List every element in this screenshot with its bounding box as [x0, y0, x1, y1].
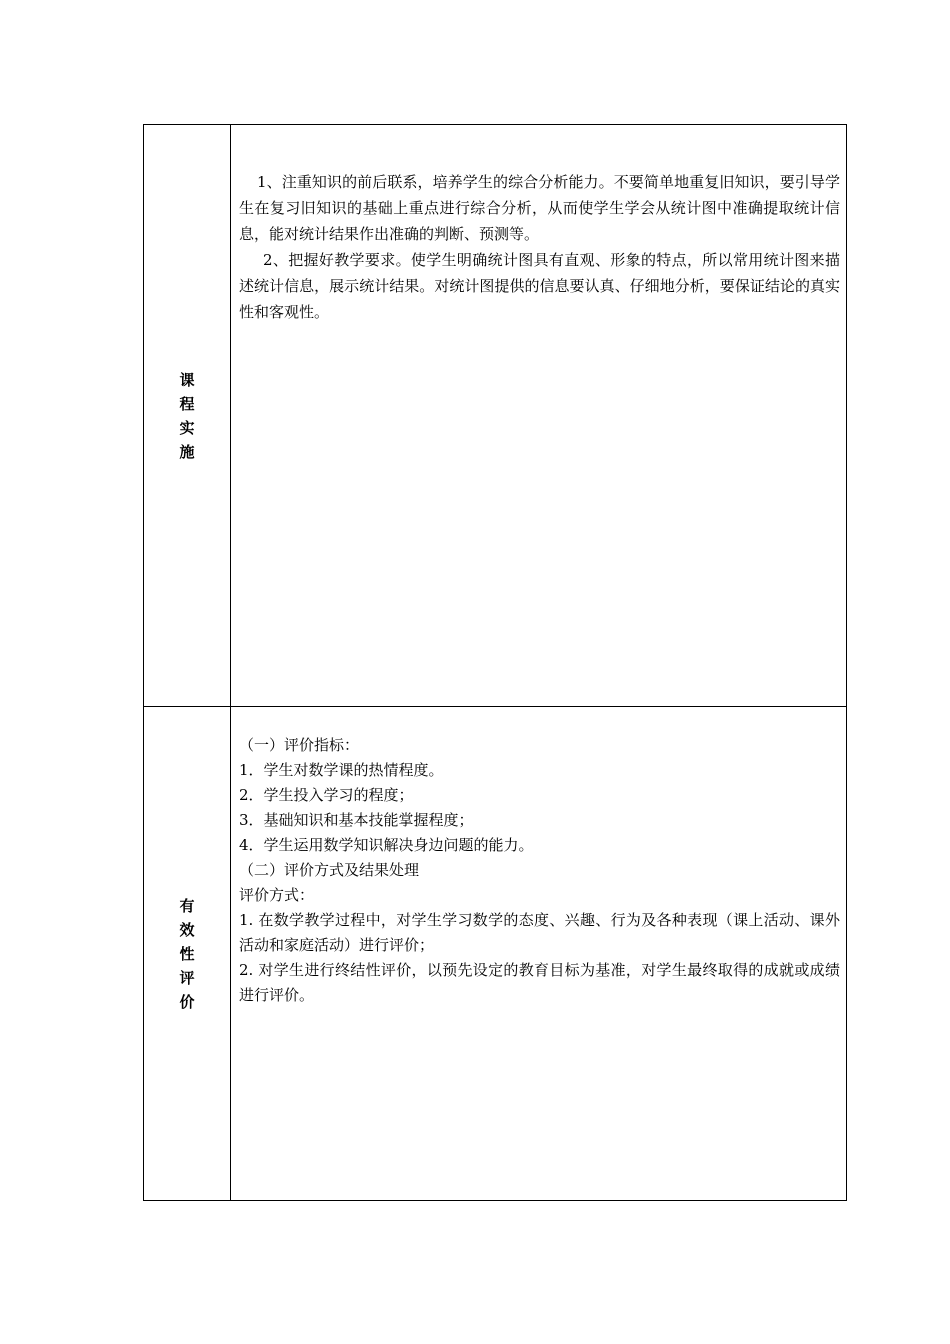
implementation-paragraph: 1、注重知识的前后联系，培养学生的综合分析能力。不要简单地重复旧知识，要引导学生在复习旧知识的基础上重点进行综合分析，从而使学生学会从统计图中准确提取统计信息，能对统计结果作出准确的判断、预测等。: [239, 173, 840, 243]
evaluation-line: 3．基础知识和基本技能掌握程度；: [239, 811, 474, 829]
label-char: 评: [179, 968, 195, 987]
implementation-paragraph: 2、把握好教学要求。使学生明确统计图具有直观、形象的特点，所以常用统计图来描述统计信息，展示统计结果。对统计图提供的信息要认真、仔细地分析，要保证结论的真实性和客观性。: [239, 251, 840, 321]
label-char: 课: [179, 370, 195, 389]
label-char: 实: [179, 418, 195, 437]
course-implementation-label-cell: [144, 125, 231, 707]
course-implementation-label: [144, 368, 230, 464]
effectiveness-evaluation-row: [144, 707, 847, 1201]
effectiveness-evaluation-label-cell: [144, 707, 231, 1201]
evaluation-line: 4．学生运用数学知识解决身边问题的能力。: [239, 836, 534, 854]
course-implementation-content-cell: [231, 125, 847, 707]
lesson-plan-table: [143, 124, 847, 1201]
evaluation-line: 评价方式：: [239, 886, 315, 904]
label-char: 价: [179, 992, 195, 1011]
effectiveness-evaluation-label: [144, 894, 230, 1014]
label-char: 有: [179, 896, 195, 915]
course-implementation-row: [144, 125, 847, 707]
label-char: 程: [179, 394, 195, 413]
evaluation-line: 2．学生投入学习的程度；: [239, 786, 414, 804]
label-char: 性: [179, 944, 195, 963]
evaluation-line: （一）评价指标：: [239, 736, 360, 754]
label-char: 施: [179, 442, 195, 461]
evaluation-line: 1．学生对数学课的热情程度。: [239, 761, 444, 779]
effectiveness-evaluation-content: [231, 707, 846, 1008]
evaluation-line: （二）评价方式及结果处理: [239, 861, 420, 879]
label-char: 效: [179, 920, 195, 939]
course-implementation-content: [231, 125, 846, 325]
evaluation-line: 2. 对学生进行终结性评价，以预先设定的教育目标为基准，对学生最终取得的成就或成绩进行评价。: [239, 961, 840, 1004]
effectiveness-evaluation-content-cell: [231, 707, 847, 1201]
evaluation-line: 1. 在数学教学过程中，对学生学习数学的态度、兴趣、行为及各种表现（课上活动、课外活动和家庭活动）进行评价；: [239, 911, 840, 954]
